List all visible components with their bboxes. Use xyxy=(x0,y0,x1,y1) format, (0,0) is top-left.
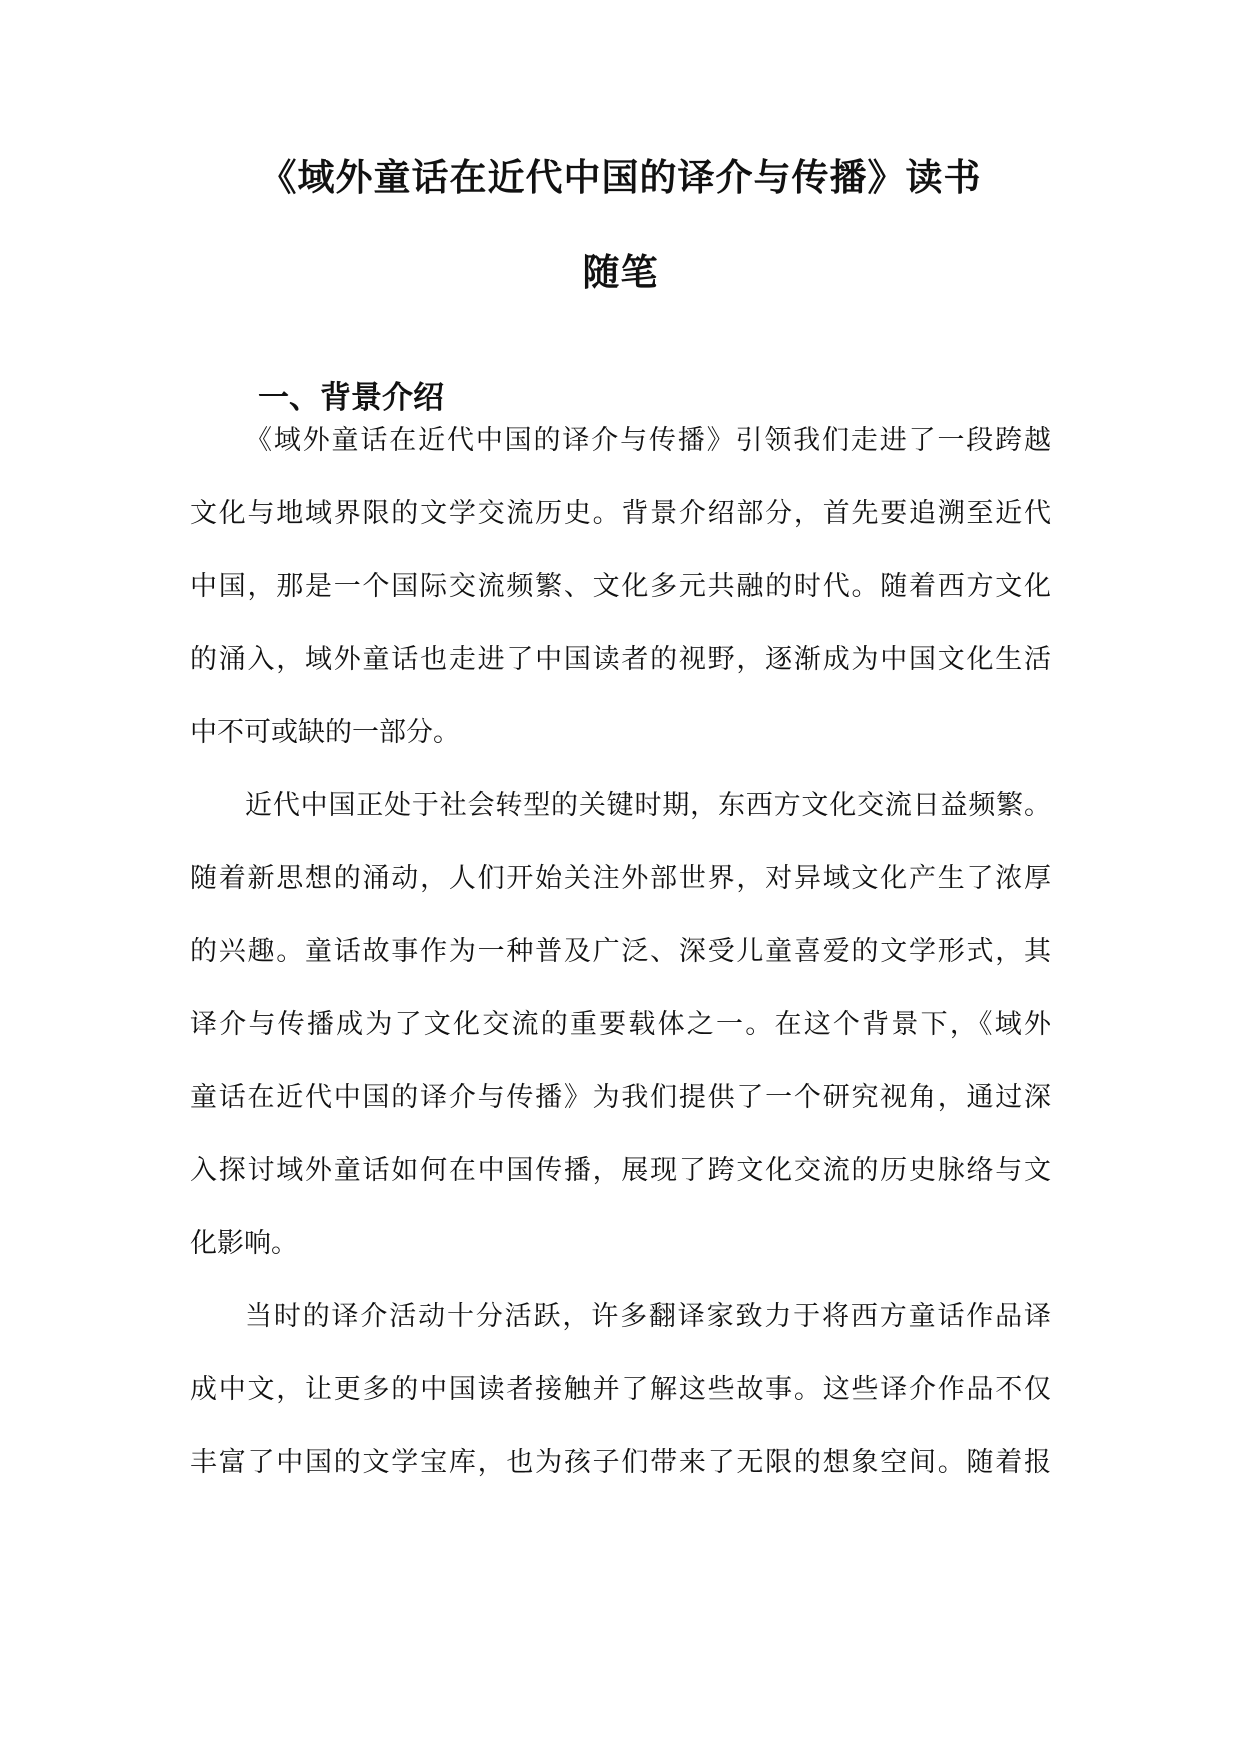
paragraph-line: 中国，那是一个国际交流频繁、文化多元共融的时代。随着西方文化 xyxy=(190,571,1051,602)
paragraph-line: 化影响。 xyxy=(190,1228,298,1259)
paragraph-line: 文化与地域界限的文学交流历史。背景介绍部分，首先要追溯至近代 xyxy=(190,498,1051,529)
paragraph-line: 丰富了中国的文学宝库，也为孩子们带来了无限的想象空间。随着报 xyxy=(190,1447,1051,1478)
paragraph-2 xyxy=(190,769,1051,1280)
paragraph-1 xyxy=(190,404,1051,769)
paragraph-line: 的涌入，域外童话也走进了中国读者的视野，逐渐成为中国文化生活 xyxy=(190,644,1051,675)
paragraph-line: 童话在近代中国的译介与传播》为我们提供了一个研究视角，通过深 xyxy=(190,1082,1051,1113)
document-title-line-2: 随笔 xyxy=(582,251,659,294)
paragraph-line: 随着新思想的涌动，人们开始关注外部世界，对异域文化产生了浓厚 xyxy=(190,863,1051,894)
paragraph-line: 译介与传播成为了文化交流的重要载体之一。在这个背景下，《域外 xyxy=(190,1009,1051,1040)
section-heading: 一、背景介绍 xyxy=(258,380,444,416)
document-title-line-1: 《域外童话在近代中国的译介与传播》读书 xyxy=(259,156,982,199)
paragraph-line: 中不可或缺的一部分。 xyxy=(190,717,460,748)
paragraph-3 xyxy=(190,1280,1051,1499)
paragraph-line: 当时的译介活动十分活跃，许多翻译家致力于将西方童话作品译 xyxy=(245,1301,1051,1332)
paragraph-line: 近代中国正处于社会转型的关键时期，东西方文化交流日益频繁。 xyxy=(245,790,1051,821)
paragraph-line: 入探讨域外童话如何在中国传播，展现了跨文化交流的历史脉络与文 xyxy=(190,1155,1051,1186)
paragraph-line: 成中文，让更多的中国读者接触并了解这些故事。这些译介作品不仅 xyxy=(190,1374,1051,1405)
paragraph-line: 《域外童话在近代中国的译介与传播》引领我们走进了一段跨越 xyxy=(245,425,1051,456)
paragraph-line: 的兴趣。童话故事作为一种普及广泛、深受儿童喜爱的文学形式，其 xyxy=(190,936,1051,967)
